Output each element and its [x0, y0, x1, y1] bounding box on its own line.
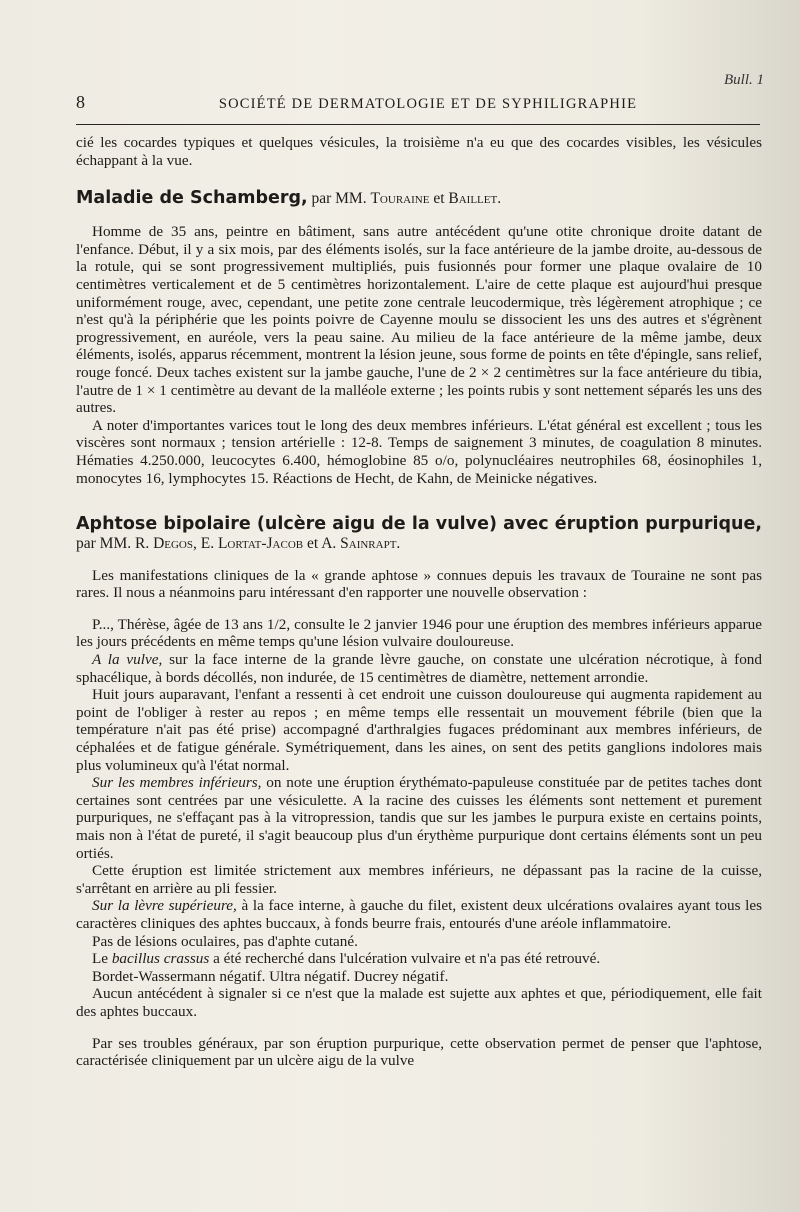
section1-title: Maladie de Schamberg, [76, 188, 308, 209]
section1-authors: par MM. Touraine et Baillet. [311, 190, 502, 208]
section1-paragraph-2: A noter d'importantes varices tout le long des deux membres inférieurs. L'état général est excellent ; tous les viscères sont normaux ; tension artérielle : 12-8. Temps de saignement 3 minutes, de coagulation 8 minutes. Hématies 4.250.000, leucocytes 6.400, hémoglobine 85 o/o, polynucléaires neutrophiles 68, éosinophiles 1, monocytes 16, lymphocytes 15. Réactions de Hecht, de Kahn, de Meinicke négatives. [76, 416, 762, 487]
section2-heading [76, 513, 762, 553]
section2-title: Aphtose bipolaire (ulcère aigu de la vulve) avec éruption purpurique, [76, 514, 762, 535]
page-body [76, 134, 762, 1070]
running-title: SOCIÉTÉ DE DERMATOLOGIE ET DE SYPHILIGRAPHIE [218, 96, 638, 112]
author-sainrapt: Sainrapt. [340, 535, 401, 553]
page-header [76, 92, 760, 113]
section2-paragraph-10: Bordet-Wassermann négatif. Ultra négatif. Ducrey négatif. [92, 967, 449, 985]
section2-paragraph-11: Aucun antécédent à signaler si ce n'est que la malade est sujette aux aphtes et que, périodiquement, elle fait des aphtes buccaux. [76, 985, 762, 1020]
section2-paragraph-3: A la vulve, sur la face interne de la grande lèvre gauche, on constate une ulcération nécrotique, à fond sphacélique, à bords décollés, non indurée, de 15 centimètres de diamètre, nettement arrondie. [76, 651, 762, 686]
bulletin-note: Bull. 1 [724, 72, 764, 88]
author-touraine: Touraine [370, 190, 430, 208]
header-rule [76, 124, 760, 125]
section2-paragraph-4: Huit jours auparavant, l'enfant a ressenti à cet endroit une cuisson douloureuse qui augmenta rapidement au point de l'obliger à rester au repos ; en même temps elle ressentait un mouvement fébrile (bien que la température n'ait pas été prise) accompagné d'arthralgies fugaces prédominant aux membres inférieurs, de céphalées et de fatigue générale. Symétriquement, dans les aines, on sent des petits ganglions indolores mais plus volumineux qu'à l'état normal. [76, 686, 762, 774]
section2-paragraph-6: Cette éruption est limitée strictement aux membres inférieurs, ne dépassant pas la racine de la cuisse, s'arrêtant en arrière au pli fessier. [76, 862, 762, 897]
section2-paragraph-7: Sur la lèvre supérieure, à la face interne, à gauche du filet, existent deux ulcérations ovalaires ayant tous les caractères cliniques des aphtes buccaux, à fonds beurre frais, entourés d'une aréole inflammatoire. [76, 897, 763, 932]
author-lortat-jacob: Lortat-Jacob [217, 535, 304, 553]
section2-paragraph-1: Les manifestations cliniques de la « grande aphtose » connues depuis les travaux de Touraine ne sont pas rares. Il nous a néanmoins paru intéressant d'en rapporter une nouvelle observation : [76, 566, 762, 602]
section1-heading [76, 187, 762, 209]
section2-paragraph-2: P..., Thérèse, âgée de 13 ans 1/2, consulte le 2 janvier 1946 pour une éruption des membres inférieurs apparue les jours précédents en même temps qu'une lésion vulvaire douloureuse. [76, 615, 762, 651]
page-number: 8 [76, 92, 85, 112]
intro-paragraph: cié les cocardes typiques et quelques vésicules, la troisième n'a eu que des cocardes visibles, les vésicules échappant à la vue. [76, 134, 762, 169]
author-baillet: Baillet. [448, 190, 502, 208]
section2-paragraph-12: Par ses troubles généraux, par son éruption purpurique, cette observation permet de penser que l'aphtose, caractérisée cliniquement par un ulcère aigu de la vulve [76, 1034, 762, 1070]
section2-paragraph-5: Sur les membres inférieurs, on note une éruption érythémato-papuleuse constituée par de petites taches dont certaines sont centrées par une vésiculette. A la racine des cuisses les éléments sont nettement et purement purpuriques, ne s'effaçant pas à la vitropression, tandis que sur les jambes le purpura existe en certains points, mais non à l'état de pureté, il s'agit beaucoup plus d'un érythème purpurique dont certains éléments sont un peu ortiés. [76, 774, 763, 862]
section2-paragraph-9: Le bacillus crassus a été recherché dans l'ulcération vulvaire et n'a pas été retrouvé. [92, 950, 601, 968]
section2-authors: par MM. R. Degos, E. Lortat-Jacob et A. Sainrapt. [76, 535, 401, 553]
section2-paragraph-8: Pas de lésions oculaires, pas d'aphte cutané. [92, 932, 358, 950]
author-degos: Degos, [153, 535, 197, 553]
section1-paragraph-1: Homme de 35 ans, peintre en bâtiment, sans autre antécédent qu'une otite chronique droite datant de l'enfance. Début, il y a six mois, par des éléments isolés, sur la face antérieure de la jambe droite, au-dessous de la rotule, qui se sont progressivement multipliés, puis fusionnés pour former une plaque ovalaire de 10 centimètres verticalement et de 5 centimètres horizontalement. L'aire de cette plaque est aujourd'hui presque uniformément rouge, avec, cependant, une petite zone centrale leucodermique, très légèrement atrophique ; ce n'est qu'à la périphérie que les points poivre de Cayenne moulu se dissocient les uns des autres et s'égrènent progressivement, en auréole, vers la peau saine. Au milieu de la face antérieure de la même jambe, deux éléments, isolés, apparus récemment, montrent la lésion jeune, sous forme de points en tête d'épingle, sans relief, rouge foncé. Deux taches existent sur la jambe gauche, l'une de 2 × 2 centimètres sur la face antérieure du tibia, l'autre de 1 × 1 centimètre au devant de la malléole externe ; les points rubis y sont nettement séparés les uns des autres. [76, 223, 762, 417]
